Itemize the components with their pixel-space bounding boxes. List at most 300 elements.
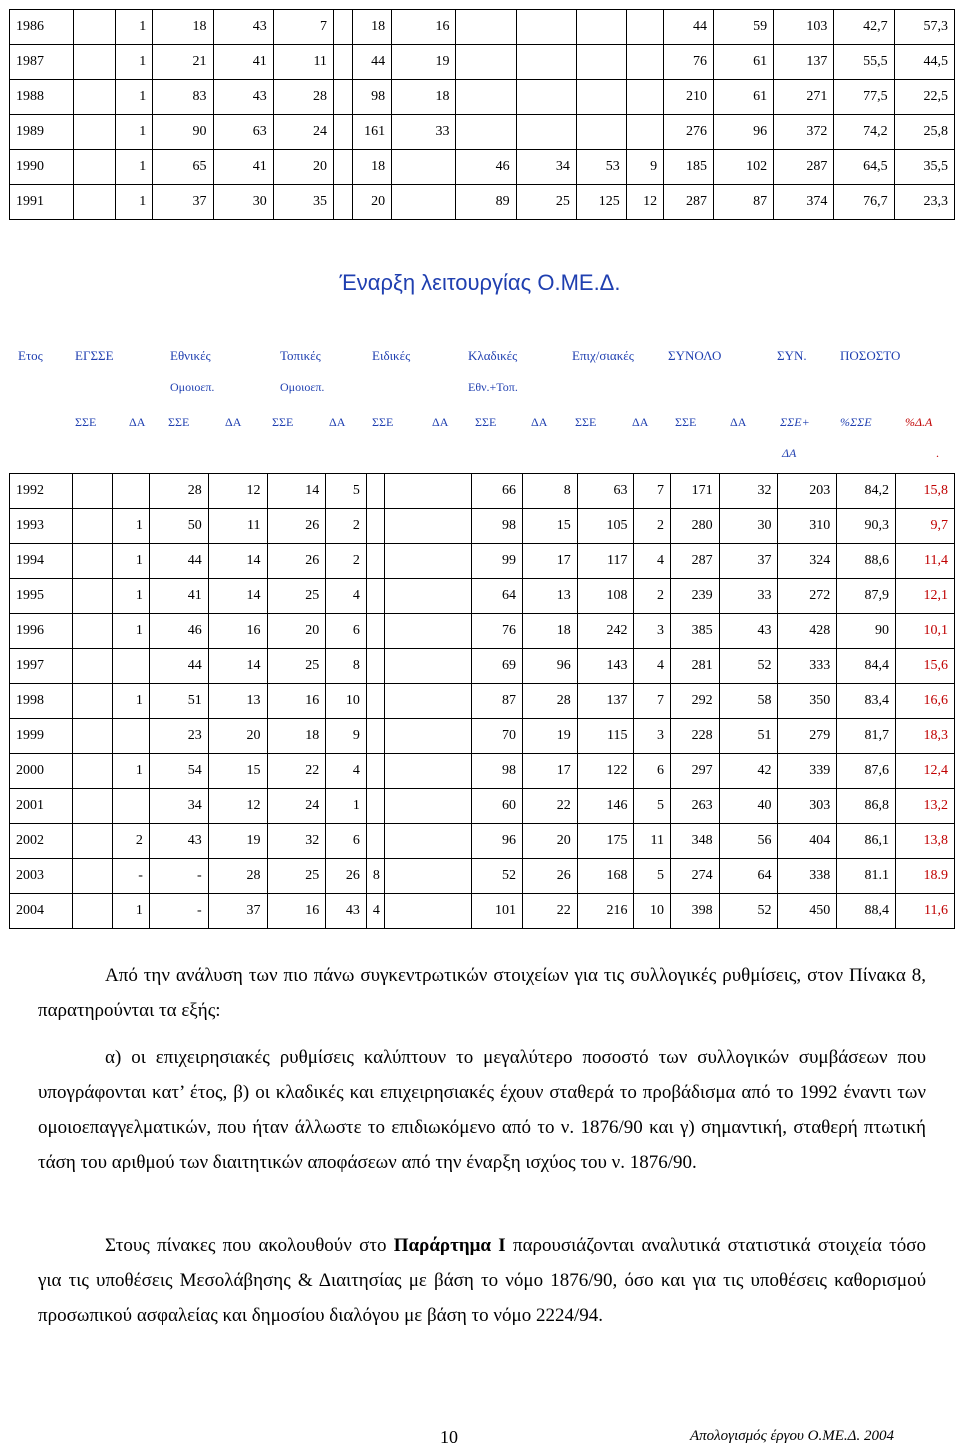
table-cell: [333, 150, 352, 185]
table-cell: 4: [634, 544, 671, 579]
table-cell: 18: [352, 150, 391, 185]
header-percentage: ΠΟΣΟΣΤΟ: [840, 348, 901, 363]
table-cell: 12,4: [896, 754, 955, 789]
table-cell: 1: [115, 45, 152, 80]
table-cell: 84,4: [837, 649, 896, 684]
table-cell: 287: [664, 185, 714, 220]
table-cell: 50: [149, 509, 208, 544]
table-cell: [72, 474, 113, 509]
table-cell: 46: [456, 150, 516, 185]
table-cell: [385, 859, 472, 894]
table-cell: 44,5: [894, 45, 954, 80]
table-cell: [333, 80, 352, 115]
table-cell: 18: [352, 10, 391, 45]
table-cell: 74,2: [834, 115, 894, 150]
table-cell: 108: [577, 579, 634, 614]
table-cell: 81.1: [837, 859, 896, 894]
table-cell: 1: [115, 10, 152, 45]
table-cell: 90,3: [837, 509, 896, 544]
table-cell: 2: [113, 824, 150, 859]
table-cell: -: [149, 859, 208, 894]
table-row: [10, 894, 955, 929]
header-sse-plus: ΣΣΕ+: [780, 415, 810, 429]
table-cell: 56: [719, 824, 778, 859]
table-cell: [385, 719, 472, 754]
table-cell: [626, 80, 663, 115]
paragraph-intro-text: Από την ανάλυση των πιο πάνω συγκεντρωτικών στοιχείων για τις συλλογικές ρυθμίσεις, στον Πίνακα 8, παρατηρούνται τα εξής:: [38, 965, 926, 1021]
table-cell: [72, 719, 113, 754]
table-cell: 1: [326, 789, 367, 824]
year-cell: 1999: [10, 719, 73, 754]
table-cell: [333, 45, 352, 80]
table-cell: 348: [670, 824, 719, 859]
table-cell: 96: [522, 649, 577, 684]
table-cell: 25: [267, 579, 326, 614]
table-row: [10, 649, 955, 684]
table-cell: 2: [326, 509, 367, 544]
header-da: ΔΑ: [225, 415, 242, 429]
table-row: [10, 474, 955, 509]
table-cell: [72, 684, 113, 719]
header-dot: .: [936, 446, 939, 460]
table-cell: 52: [719, 649, 778, 684]
table-cell: 13,2: [896, 789, 955, 824]
table-cell: [576, 80, 626, 115]
table-cell: 103: [774, 10, 834, 45]
table-cell: 8: [326, 649, 367, 684]
table-cell: 2: [326, 544, 367, 579]
table-cell: [72, 544, 113, 579]
table-cell: [456, 115, 516, 150]
table-cell: 90: [837, 614, 896, 649]
table-cell: 14: [208, 649, 267, 684]
table-cell: 98: [352, 80, 391, 115]
table-cell: 46: [149, 614, 208, 649]
table-cell: 86,8: [837, 789, 896, 824]
table-cell: [72, 789, 113, 824]
table-cell: 87: [713, 185, 773, 220]
table-cell: 18: [392, 80, 456, 115]
table-cell: 324: [778, 544, 837, 579]
table-cell: 98: [472, 509, 523, 544]
table-cell: 281: [670, 649, 719, 684]
table-cell: [72, 859, 113, 894]
table-cell: 105: [577, 509, 634, 544]
year-cell: 1992: [10, 474, 73, 509]
table-row: [10, 80, 955, 115]
table-cell: [366, 754, 384, 789]
table-cell: 17: [522, 754, 577, 789]
table-cell: 69: [472, 649, 523, 684]
table-cell: 13: [208, 684, 267, 719]
table-cell: 11: [273, 45, 333, 80]
table-cell: [74, 150, 116, 185]
table-cell: 297: [670, 754, 719, 789]
table-cell: 60: [472, 789, 523, 824]
table-cell: 4: [326, 579, 367, 614]
table-row: [10, 10, 955, 45]
table-cell: 24: [267, 789, 326, 824]
table-cell: 1: [113, 684, 150, 719]
header-sse: ΣΣΕ: [272, 415, 294, 429]
table-cell: 8: [522, 474, 577, 509]
table-cell: [576, 115, 626, 150]
table-cell: 87: [472, 684, 523, 719]
table-cell: 101: [472, 894, 523, 929]
table-cell: 1: [115, 150, 152, 185]
table-cell: 6: [326, 614, 367, 649]
table-cell: 19: [522, 719, 577, 754]
paragraph-appendix-pre: Στους πίνακες που ακολουθούν στο: [105, 1235, 394, 1256]
table-cell: [113, 719, 150, 754]
table-cell: 59: [713, 10, 773, 45]
table-cell: -: [149, 894, 208, 929]
table-cell: 287: [670, 544, 719, 579]
table-cell: 310: [778, 509, 837, 544]
table-cell: 26: [267, 544, 326, 579]
header-national: Εθνικές: [170, 348, 211, 363]
table-row: [10, 719, 955, 754]
table-cell: 450: [778, 894, 837, 929]
table-cell: [366, 579, 384, 614]
table-cell: 21: [153, 45, 213, 80]
year-cell: 1993: [10, 509, 73, 544]
footer-org-label: Απολογισμός έργου Ο.ΜΕ.Δ. 2004: [690, 1428, 894, 1444]
table-cell: 37: [153, 185, 213, 220]
table-cell: 81,7: [837, 719, 896, 754]
table-cell: [385, 614, 472, 649]
table-cell: [385, 649, 472, 684]
year-cell: 2004: [10, 894, 73, 929]
page-number: 10: [440, 1427, 458, 1447]
table-cell: [456, 80, 516, 115]
table-cell: [74, 45, 116, 80]
table-cell: 7: [634, 474, 671, 509]
table-cell: 44: [149, 544, 208, 579]
table-cell: 61: [713, 45, 773, 80]
table-cell: 287: [774, 150, 834, 185]
table-cell: 385: [670, 614, 719, 649]
table-cell: 41: [213, 45, 273, 80]
table-cell: 28: [208, 859, 267, 894]
table-cell: 15,6: [896, 649, 955, 684]
table-cell: 263: [670, 789, 719, 824]
table-cell: 86,1: [837, 824, 896, 859]
table-cell: 137: [774, 45, 834, 80]
table-cell: [385, 789, 472, 824]
year-cell: 1988: [10, 80, 74, 115]
table-cell: [626, 45, 663, 80]
table-cell: [385, 754, 472, 789]
table-cell: 20: [352, 185, 391, 220]
table-cell: 19: [392, 45, 456, 80]
table-cell: 1: [115, 185, 152, 220]
table-cell: [366, 789, 384, 824]
table-cell: [366, 824, 384, 859]
year-cell: 1994: [10, 544, 73, 579]
table-cell: [333, 115, 352, 150]
table-cell: [366, 649, 384, 684]
table-cell: [392, 150, 456, 185]
appendix-reference: Παράρτημα Ι: [393, 1235, 506, 1256]
table-cell: 122: [577, 754, 634, 789]
table-cell: 239: [670, 579, 719, 614]
table-cell: 228: [670, 719, 719, 754]
header-da: ΔΑ: [129, 415, 146, 429]
table-cell: [366, 614, 384, 649]
table-cell: [74, 185, 116, 220]
table-cell: 12: [626, 185, 663, 220]
table-cell: 57,3: [894, 10, 954, 45]
table-cell: 102: [713, 150, 773, 185]
table-cell: 76: [664, 45, 714, 80]
table-cell: 18,3: [896, 719, 955, 754]
paragraph-appendix-post: παρουσιάζονται αναλυτικά στατιστικά στοιχεία τόσο για τις υποθέσεις Μεσολάβησης & Διαιτησίας με βάση το νόμο 1876/90, όσο και για τις υποθέσεις καθορισμού προσωπικού ασφαλείας και δημοσίου διαλόγου με βάση το νόμο 2224/94.: [38, 1235, 927, 1326]
table-row: [10, 150, 955, 185]
table-cell: 12: [208, 474, 267, 509]
table-cell: 161: [352, 115, 391, 150]
table-cell: 35: [273, 185, 333, 220]
table-cell: 43: [719, 614, 778, 649]
table-cell: 66: [472, 474, 523, 509]
table-cell: 43: [326, 894, 367, 929]
table-cell: 12,1: [896, 579, 955, 614]
table-cell: 1: [113, 754, 150, 789]
table-cell: 65: [153, 150, 213, 185]
table-cell: 404: [778, 824, 837, 859]
table-cell: 15,8: [896, 474, 955, 509]
table-cell: 14: [208, 579, 267, 614]
table-cell: 84,2: [837, 474, 896, 509]
table-cell: 26: [326, 859, 367, 894]
table-row: [10, 544, 955, 579]
table-cell: 23: [149, 719, 208, 754]
table-cell: [392, 185, 456, 220]
year-cell: 1990: [10, 150, 74, 185]
table-cell: 7: [634, 684, 671, 719]
year-cell: 1987: [10, 45, 74, 80]
table-cell: 12: [208, 789, 267, 824]
year-cell: 1998: [10, 684, 73, 719]
table-cell: 292: [670, 684, 719, 719]
table-cell: 87,9: [837, 579, 896, 614]
table-cell: 216: [577, 894, 634, 929]
table-cell: 34: [516, 150, 576, 185]
table-cell: 279: [778, 719, 837, 754]
table-cell: 1: [113, 894, 150, 929]
table-cell: 43: [213, 80, 273, 115]
table-cell: 2: [634, 509, 671, 544]
table-cell: 11,6: [896, 894, 955, 929]
table-cell: 18: [522, 614, 577, 649]
table-cell: 5: [634, 859, 671, 894]
header-sse: ΣΣΕ: [475, 415, 497, 429]
table-cell: 26: [267, 509, 326, 544]
year-cell: 1996: [10, 614, 73, 649]
table-cell: [74, 10, 116, 45]
table-row: [10, 614, 955, 649]
year-cell: 1986: [10, 10, 74, 45]
table-cell: [333, 185, 352, 220]
table-cell: 210: [664, 80, 714, 115]
table-cell: 40: [719, 789, 778, 824]
table-cell: 28: [149, 474, 208, 509]
table-cell: 6: [634, 754, 671, 789]
table-cell: 32: [719, 474, 778, 509]
table-cell: 2: [634, 579, 671, 614]
table-cell: 76: [472, 614, 523, 649]
header-da: ΔΑ: [632, 415, 649, 429]
table-cell: 333: [778, 649, 837, 684]
header-da: ΔΑ: [432, 415, 449, 429]
table-cell: [626, 10, 663, 45]
table-cell: 117: [577, 544, 634, 579]
table-cell: 274: [670, 859, 719, 894]
header-year: Ετος: [18, 348, 43, 363]
table-cell: 3: [634, 614, 671, 649]
table-cell: 398: [670, 894, 719, 929]
table-cell: 90: [153, 115, 213, 150]
table-cell: [366, 719, 384, 754]
table-cell: [576, 45, 626, 80]
table-cell: 16: [267, 894, 326, 929]
paragraph-findings: [38, 1040, 926, 1180]
table-cell: [72, 579, 113, 614]
table-cell: 76,7: [834, 185, 894, 220]
table-cell: 11,4: [896, 544, 955, 579]
paragraph-appendix: [38, 1228, 926, 1333]
table-cell: 10,1: [896, 614, 955, 649]
header-enterprise: Επιχ/σιακές: [572, 348, 634, 363]
year-cell: 2003: [10, 859, 73, 894]
table-cell: 339: [778, 754, 837, 789]
table-cell: 374: [774, 185, 834, 220]
table-cell: 242: [577, 614, 634, 649]
table-cell: 13: [522, 579, 577, 614]
table-cell: [516, 10, 576, 45]
table-cell: 25,8: [894, 115, 954, 150]
table-cell: 25: [516, 185, 576, 220]
table-cell: 64: [472, 579, 523, 614]
table-cell: 14: [208, 544, 267, 579]
table-cell: 22,5: [894, 80, 954, 115]
table-cell: 18: [153, 10, 213, 45]
table-cell: 22: [522, 789, 577, 824]
table-cell: 61: [713, 80, 773, 115]
table-cell: 96: [472, 824, 523, 859]
table-cell: 1: [113, 509, 150, 544]
table-cell: [72, 509, 113, 544]
table-cell: 11: [208, 509, 267, 544]
table-cell: 272: [778, 579, 837, 614]
table-row: [10, 859, 955, 894]
table-cell: 25: [267, 649, 326, 684]
header-sse: ΣΣΕ: [372, 415, 394, 429]
table-cell: 25: [267, 859, 326, 894]
table-cell: 1: [113, 579, 150, 614]
table-cell: 63: [213, 115, 273, 150]
table-cell: 3: [634, 719, 671, 754]
table-cell: 99: [472, 544, 523, 579]
table-cell: 4: [366, 894, 384, 929]
top-statistics-table: [9, 9, 955, 220]
table-cell: 16,6: [896, 684, 955, 719]
table-cell: 24: [273, 115, 333, 150]
table-cell: 20: [273, 150, 333, 185]
table-cell: [576, 10, 626, 45]
header-sse: ΣΣΕ: [675, 415, 697, 429]
header-sectoral: Κλαδικές: [468, 348, 518, 363]
table-cell: [72, 824, 113, 859]
year-cell: 2002: [10, 824, 73, 859]
header-sse: ΣΣΕ: [75, 415, 97, 429]
table-cell: [113, 649, 150, 684]
header-da: ΔΑ: [730, 415, 747, 429]
table-cell: [72, 614, 113, 649]
table-cell: 37: [208, 894, 267, 929]
year-cell: 2000: [10, 754, 73, 789]
table-cell: 1: [113, 614, 150, 649]
table-cell: 33: [719, 579, 778, 614]
table-cell: [626, 115, 663, 150]
table-cell: 15: [208, 754, 267, 789]
table-cell: 17: [522, 544, 577, 579]
table-cell: 168: [577, 859, 634, 894]
table-cell: 44: [352, 45, 391, 80]
table-cell: 28: [522, 684, 577, 719]
header-da-continued: ΔΑ: [782, 446, 797, 460]
table-row: [10, 824, 955, 859]
table-cell: 44: [664, 10, 714, 45]
header-sectoral-sub: Εθν.+Τοπ.: [468, 380, 518, 394]
table-cell: 20: [522, 824, 577, 859]
table-row: [10, 579, 955, 614]
table-cell: 34: [149, 789, 208, 824]
table-cell: 9: [326, 719, 367, 754]
table-cell: 41: [149, 579, 208, 614]
table-cell: [333, 10, 352, 45]
table-cell: 51: [719, 719, 778, 754]
table-cell: 88,6: [837, 544, 896, 579]
year-cell: 1989: [10, 115, 74, 150]
header-total: ΣΥΝΟΛΟ: [668, 348, 722, 363]
header-da: ΔΑ: [329, 415, 346, 429]
table-cell: 41: [213, 150, 273, 185]
table-cell: [516, 45, 576, 80]
table-cell: 52: [719, 894, 778, 929]
table-cell: 10: [634, 894, 671, 929]
table-cell: 13,8: [896, 824, 955, 859]
table-cell: 53: [576, 150, 626, 185]
year-cell: 1991: [10, 185, 74, 220]
table-cell: 14: [267, 474, 326, 509]
table-cell: 185: [664, 150, 714, 185]
table-cell: 7: [273, 10, 333, 45]
table-row: [10, 185, 955, 220]
year-cell: 1995: [10, 579, 73, 614]
table-cell: [72, 894, 113, 929]
table-cell: [74, 115, 116, 150]
table-cell: 83: [153, 80, 213, 115]
table-cell: 18.9: [896, 859, 955, 894]
table-cell: [456, 10, 516, 45]
table-cell: [516, 80, 576, 115]
table-cell: 77,5: [834, 80, 894, 115]
table-cell: 1: [115, 115, 152, 150]
table-cell: 55,5: [834, 45, 894, 80]
table-cell: 271: [774, 80, 834, 115]
paragraph-findings-text: α) οι επιχειρησιακές ρυθμίσεις καλύπτουν το μεγαλύτερο ποσοστό των συλλογικών συμβάσεων που υπογράφονται κατ’ έτος, β) οι κλαδικές και επιχειρησιακές έχουν σταθερά το προβάδισμα από το 1992 έναντι των ομοιοεπαγγελματικών, που ήταν άλλωστε το επιδιωκόμενο από το ν. 1876/90 και γ) σημαντική, σταθερή πτωτική τάση του αριθμού των διαιτητικών αποφάσεων από την έναρξη ισχύος του ν. 1876/90.: [38, 1047, 926, 1173]
